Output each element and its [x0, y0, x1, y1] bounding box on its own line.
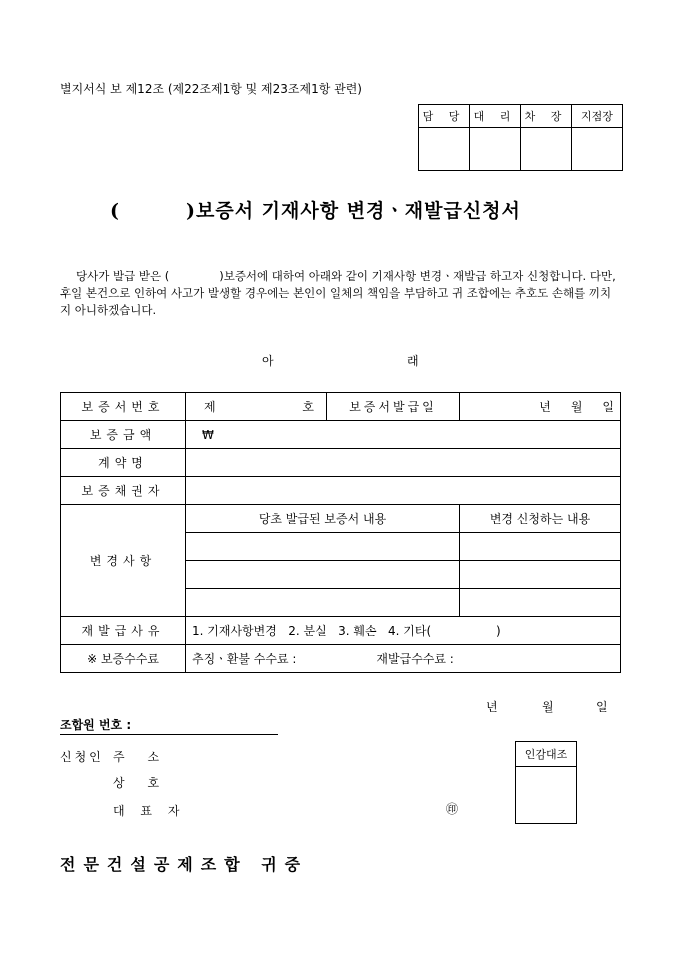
creditor-field[interactable] [186, 477, 621, 505]
applicant-label: 신청인 [60, 750, 104, 764]
creditor-label: 보증채권자 [61, 477, 186, 505]
footer-addressee: 전문건설공제조합 귀중 [60, 855, 309, 874]
document-title: ( )보증서 기재사항 변경ㆍ재발급신청서 [110, 200, 521, 222]
guarantee-number-field[interactable]: 제 호 [186, 393, 327, 421]
approval-sign-branch-manager[interactable] [572, 128, 623, 171]
approval-sign-staff[interactable] [419, 128, 470, 171]
seal-mark: ㊞ [446, 802, 459, 816]
requested-content-line[interactable] [460, 561, 621, 589]
reissue-reason-label: 재발급사유 [61, 617, 186, 645]
issue-date-field[interactable]: 년 월 일 [460, 393, 621, 421]
approval-label-assistant: 대 리 [470, 105, 521, 128]
member-number[interactable]: 조합원 번호 : [60, 716, 278, 735]
original-content-header: 당초 발급된 보증서 내용 [186, 505, 460, 533]
applicant-trade-name: 상 호 [113, 776, 160, 790]
original-content-line[interactable] [186, 533, 460, 561]
intro-paragraph: 당사가 발급 받은 ( )보증서에 대하여 아래와 같이 기재사항 변경ㆍ재발급 하고자 신청합니다. 다만, 후일 본건으로 인하여 사고가 발생할 경우에는 본인이 일체의 책임을 부담하고 귀 조합에는 추호도 손해를 끼치지 아니하겠습니다. [60, 269, 616, 317]
below-label-a: 아 [262, 354, 274, 368]
ink-seal-area[interactable] [516, 767, 577, 824]
guarantee-number-label: 보증서번호 [61, 393, 186, 421]
request-table [60, 392, 621, 673]
date-day: 일 [596, 700, 608, 714]
original-content-line[interactable] [186, 561, 460, 589]
contract-name-label: 계약명 [61, 449, 186, 477]
reissue-reason-options[interactable]: 1. 기재사항변경 2. 분실 3. 훼손 4. 기타( ) [186, 617, 621, 645]
amount-label: 보증금액 [61, 421, 186, 449]
approval-label-deputy: 차 장 [521, 105, 572, 128]
applicant-representative: 대 표 자 [113, 804, 186, 818]
applicant-address: 주 소 [113, 750, 160, 764]
amount-field[interactable]: ₩ [186, 421, 621, 449]
approval-sign-assistant[interactable] [470, 128, 521, 171]
fee-field[interactable]: 추징ㆍ환불 수수료 : 재발급수수료 : [186, 645, 621, 673]
approval-label-staff: 담 당 [419, 105, 470, 128]
date-month: 월 [542, 700, 554, 714]
issue-date-label: 보증서발급일 [327, 393, 460, 421]
change-items-label: 변경사항 [61, 505, 186, 617]
fee-label: ※ 보증수수료 [61, 645, 186, 673]
approval-box [418, 104, 623, 171]
date-year: 년 [486, 700, 498, 714]
approval-sign-deputy[interactable] [521, 128, 572, 171]
form-reference: 별지서식 보 제12조 (제22조제1항 및 제23조제1항 관련) [60, 82, 362, 96]
requested-content-header: 변경 신청하는 내용 [460, 505, 621, 533]
contract-name-field[interactable] [186, 449, 621, 477]
ink-seal-label: 인감대조 [516, 742, 577, 767]
requested-content-line[interactable] [460, 533, 621, 561]
requested-content-line[interactable] [460, 589, 621, 617]
approval-label-branch-manager: 지점장 [572, 105, 623, 128]
below-label-rae: 래 [407, 354, 419, 368]
original-content-line[interactable] [186, 589, 460, 617]
ink-seal-box [515, 741, 577, 824]
